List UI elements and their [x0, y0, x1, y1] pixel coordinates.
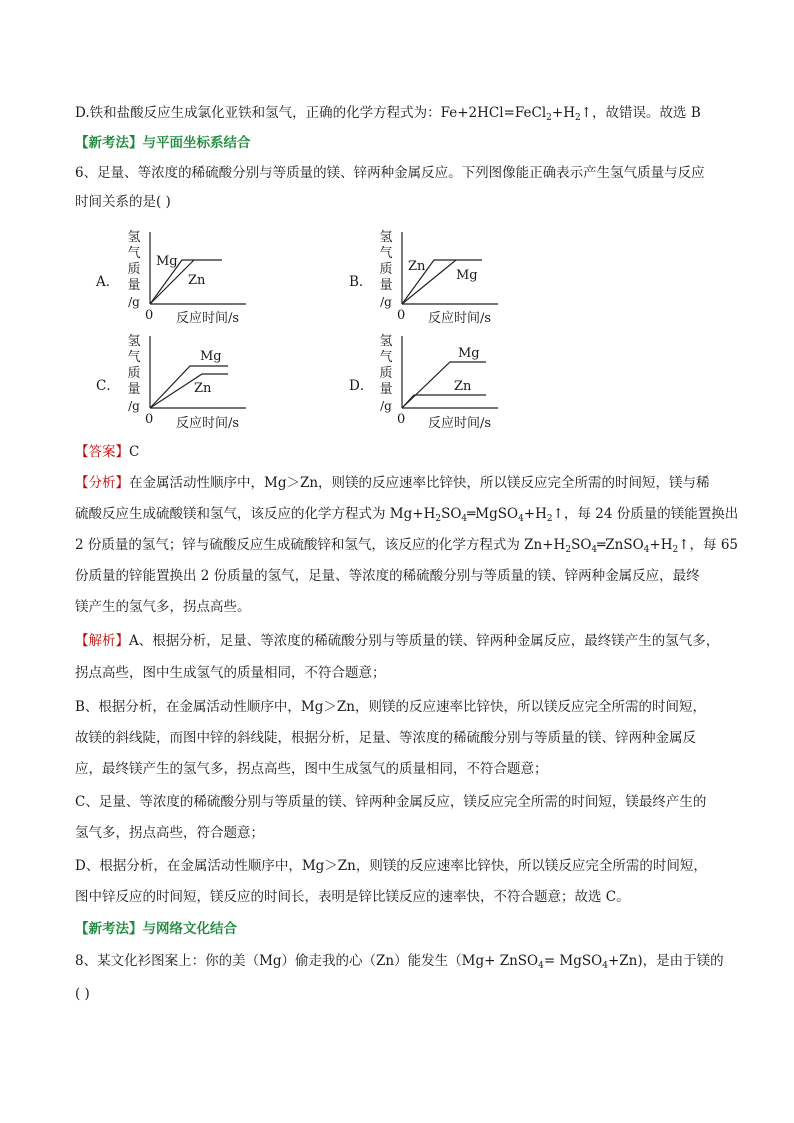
y-axis-label: 氢 气 质 量 /g	[127, 334, 141, 413]
section-title: 与网络文化结合	[142, 921, 237, 937]
question-8-line2: ( )	[75, 986, 90, 1002]
answer-line	[75, 443, 139, 461]
explain-text: A、根据分析，足量、等浓度的稀硫酸分别与等质量的镁、锌两种金属反应，最终镁产生的氢气多，	[129, 633, 720, 649]
previous-answer-d	[75, 104, 701, 127]
zn-label: Zn	[454, 379, 472, 394]
question-6-line1: 6、足量、等浓度的稀硫酸分别与等质量的镁、锌两种金属反应。下列图像能正确表示产生氢气质量与反应	[75, 165, 705, 181]
analysis-line-3: 2 份质量的氢气；锌与硫酸反应生成硫酸锌和氢气，该反应的化学方程式为 $Zn+H_2SO_4═ZnSO_4+H_2↑$，每 65	[75, 537, 739, 555]
mg-line	[150, 366, 228, 408]
analysis-line-5: 镁产生的氢气多，拐点高些。	[75, 599, 251, 615]
sub: 2	[574, 113, 581, 123]
mg-label: Mg	[156, 254, 178, 269]
origin-label: 0	[145, 308, 154, 323]
y-axis-label: 氢 气 质 量 /g	[379, 334, 393, 413]
section-tag: 【新考法】	[75, 921, 143, 937]
explain-line-b2: 故镁的斜线陡，而图中锌的斜线陡，根据分析，足量、等浓度的稀硫酸分别与等质量的镁、锌两种金属反	[75, 730, 696, 746]
analysis-line-4: 份质量的锌能置换出 2 份质量的氢气，足量、等浓度的稀硫酸分别与等质量的镁、锌两种金属反应，最终	[75, 568, 700, 584]
question-6-line2: 时间关系的是( )	[75, 194, 171, 210]
d-text-b: +H	[551, 105, 575, 121]
d-text-c: ↑，故错误。故选 B	[580, 105, 701, 121]
y-axis-label: 氢 气 质 量 /g	[127, 230, 141, 309]
zn-label: Zn	[194, 381, 212, 396]
y-axis-label: 氢 气 质 量 /g	[379, 230, 393, 309]
mg-label: Mg	[458, 346, 480, 361]
x-axis-label-b: 反应时间/s	[428, 311, 492, 326]
x-axis-label-d: 反应时间/s	[428, 416, 492, 431]
sub: 2	[546, 113, 552, 123]
x-axis-label-c: 反应时间/s	[176, 416, 240, 431]
analysis-line-2: 硫酸反应生成硫酸镁和氢气，该反应的化学方程式为 $Mg+H_2SO_4═MgSO_4+H_2↑$，每 24 份质量的镁能置换出	[75, 506, 739, 524]
option-d-label: D．	[349, 378, 374, 394]
answer-label: 【答案】	[75, 444, 129, 460]
option-c-label: C．	[96, 378, 120, 394]
explain-line-b3: 应，最终镁产生的氢气多，拐点高些，图中生成氢气的质量相同，不符合题意；	[75, 761, 548, 777]
zn-label: Zn	[408, 259, 426, 274]
d-text-a: D.铁和盐酸反应生成氯化亚铁和氢气，正确的化学方程式为：Fe+2HCl=FeCl	[75, 105, 547, 121]
option-a-label: A．	[96, 274, 120, 290]
explain-label: 【解析】	[75, 633, 129, 649]
option-b-label: B．	[349, 274, 373, 290]
zn-line	[402, 395, 486, 408]
explain-line-c2: 氢气多，拐点高些，符合题意；	[75, 825, 264, 841]
origin-label: 0	[397, 308, 406, 323]
section-title: 与平面坐标系结合	[142, 135, 251, 151]
mg-line	[402, 362, 486, 408]
zn-line	[150, 374, 228, 408]
explain-line-a1	[75, 632, 719, 650]
section-tag: 【新考法】	[75, 135, 143, 151]
x-axis-label-a: 反应时间/s	[176, 311, 240, 326]
question-8-line1: 8、某文化衫图案上：你的美（Mg）偷走我的心（Zn）能发生（Mg+ ZnSO$_4$= MgSO$_4$+Zn)，是由于镁的	[75, 953, 724, 971]
explain-line-d1: D、根据分析，在金属活动性顺序中，Mg＞Zn，则镁的反应速率比锌快，所以镁反应完全所需的时间短，	[75, 858, 707, 874]
analysis-label: 【分析】	[75, 475, 129, 491]
zn-label: Zn	[188, 273, 206, 288]
section-heading-network	[75, 920, 237, 938]
origin-label: 0	[145, 412, 154, 427]
analysis-line-1	[75, 474, 710, 492]
explain-line-b1: B、根据分析，在金属活动性顺序中，Mg＞Zn，则镁的反应速率比锌快，所以镁反应完全所需的时间短，	[75, 699, 706, 715]
explain-line-a2: 拐点高些，图中生成氢气的质量相同，不符合题意；	[75, 665, 386, 681]
origin-label: 0	[397, 412, 406, 427]
analysis-text: 在金属活动性顺序中，Mg＞Zn，则镁的反应速率比锌快，所以镁反应完全所需的时间短，镁与稀	[129, 475, 710, 491]
section-heading-coordinate	[75, 134, 251, 152]
mg-label: Mg	[200, 349, 222, 364]
explain-line-d2: 图中锌反应的时间短，镁反应的时间长，表明是锌比镁反应的速率快，不符合题意；故选 C。	[75, 889, 630, 905]
mg-label: Mg	[456, 268, 478, 283]
explain-line-c1: C、足量、等浓度的稀硫酸分别与等质量的镁、锌两种金属反应，镁反应完全所需的时间短，镁最终产生的	[75, 794, 707, 810]
answer-value: C	[129, 444, 140, 460]
